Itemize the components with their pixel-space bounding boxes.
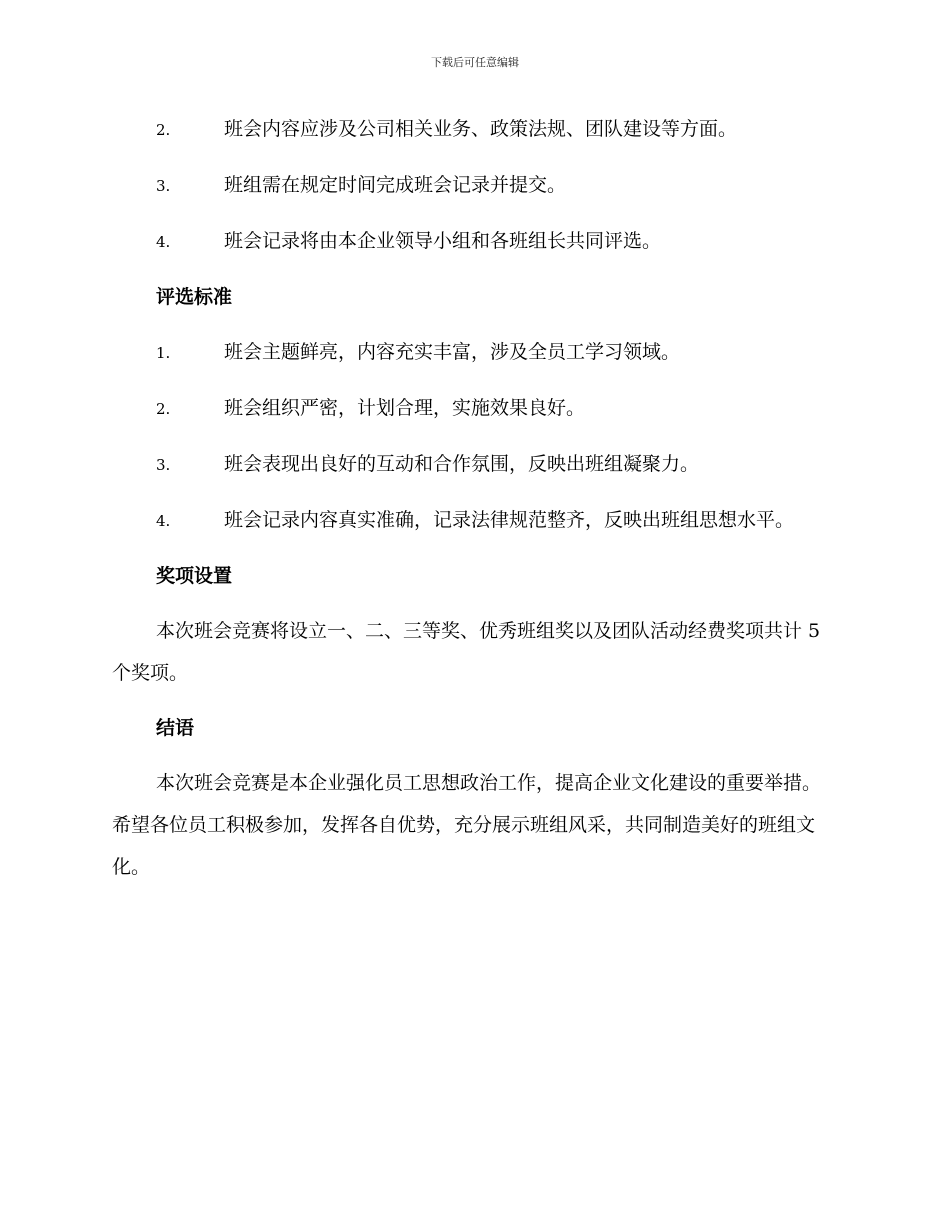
list-item [112,108,830,151]
list-text: 班会记录将由本企业领导小组和各班组长共同评选。 [224,230,662,252]
list-text: 班会主题鲜亮，内容充实丰富，涉及全员工学习领域。 [224,341,681,363]
list-item [112,220,830,263]
list-number: 1. [156,344,171,362]
list-text: 班会表现出良好的互动和合作氛围，反映出班组凝聚力。 [224,453,700,475]
list-text: 班组需在规定时间完成班会记录并提交。 [224,174,567,196]
section-heading-awards: 奖项设置 [156,565,233,587]
list-number: 2. [156,121,171,139]
list-item [112,164,830,207]
list-number: 3. [156,177,171,195]
list-number: 3. [156,456,171,474]
conclusion-paragraph: 本次班会竞赛是本企业强化员工思想政治工作，提高企业文化建设的重要举措。希望各位员工积极参加，发挥各自优势，充分展示班组风采，共同制造美好的班组文化。 [112,772,822,878]
list-item [112,499,830,542]
list-item [112,443,830,486]
section-heading-criteria: 评选标准 [156,286,233,308]
list-text: 班会组织严密，计划合理，实施效果良好。 [224,397,586,419]
awards-paragraph: 本次班会竞赛将设立一、二、三等奖、优秀班组奖以及团队活动经费奖项共计 5 个奖项。 [112,620,821,684]
list-number: 2. [156,400,171,418]
page-header: 下载后可任意编辑 [431,56,519,69]
list-item [112,331,830,374]
list-number: 4. [156,233,171,251]
section-heading-conclusion: 结语 [156,717,195,739]
list-item [112,387,830,430]
list-text: 班会内容应涉及公司相关业务、政策法规、团队建设等方面。 [224,118,738,140]
document-body [112,108,830,901]
list-number: 4. [156,512,171,530]
list-text: 班会记录内容真实准确，记录法律规范整齐，反映出班组思想水平。 [224,509,795,531]
